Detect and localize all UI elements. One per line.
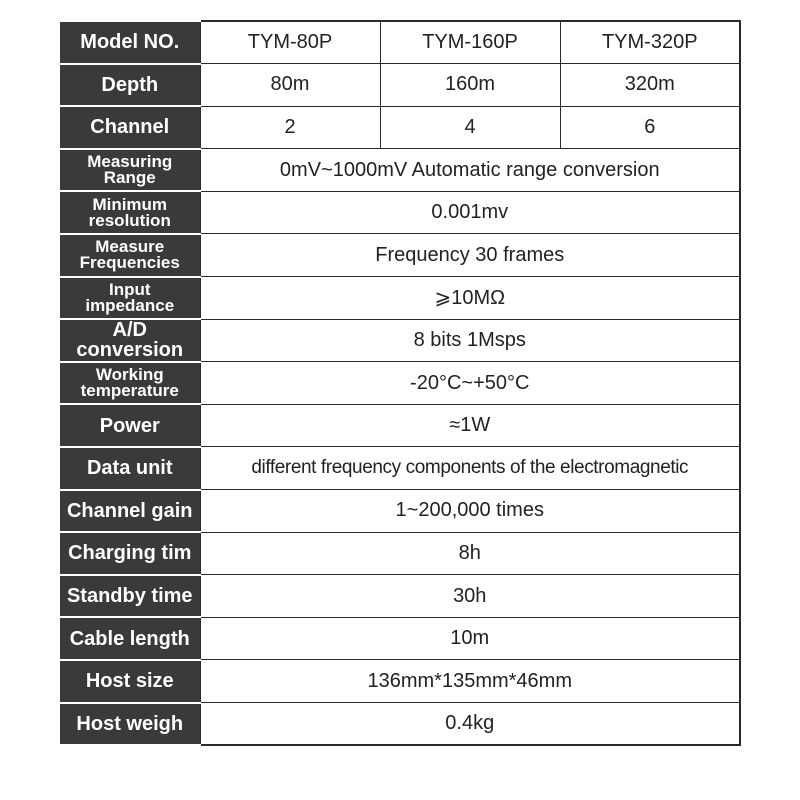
table-row [60,149,740,192]
row-label-line: Measuring [87,151,173,171]
table-row [60,703,740,746]
row-label-line: Charging tim [68,542,192,565]
row-label [60,234,200,277]
value-cell: Frequency 30 frames [200,234,740,277]
row-label-model: Model NO. [60,21,200,64]
value-cell: 4 [380,106,560,149]
value-cell: 320m [560,64,740,107]
row-label-line: Range [103,168,156,188]
row-label-line: temperature [80,381,179,401]
row-label [60,575,200,618]
table-row [60,490,740,533]
row-label [60,660,200,703]
table-row [60,21,740,64]
table-row [60,575,740,618]
model-cell: TYM-80P [200,21,380,64]
row-label [60,149,200,192]
row-label-line: Power [99,414,160,437]
value-cell: 136mm*135mm*46mm [200,660,740,703]
table-row [60,532,740,575]
row-label-line: Measure [95,237,165,257]
row-label-depth: Depth [60,64,200,107]
row-label-line: Host weigh [76,712,184,735]
row-label-line: Standby time [66,585,193,608]
model-cell: TYM-320P [560,21,740,64]
table-row [60,64,740,107]
spec-table [60,20,741,746]
value-cell: 160m [380,64,560,107]
value-cell: 30h [200,575,740,618]
table-row [60,447,740,490]
row-label-line: Host size [85,670,174,693]
row-label [60,617,200,660]
table-row [60,404,740,447]
row-label-line: Minimum [92,194,168,214]
value-cell: -20°C~+50°C [200,362,740,405]
row-label [60,277,200,320]
value-cell: 6 [560,106,740,149]
value-cell: 80m [200,64,380,107]
row-label-line: Cable length [69,627,190,650]
table-row [60,362,740,405]
table-row [60,277,740,320]
row-label-line: resolution [88,210,171,230]
row-label-line: Channel gain [66,499,193,522]
row-label [60,703,200,746]
row-label-line: Input [108,279,151,299]
value-cell: 0.4kg [200,703,740,746]
row-label [60,490,200,533]
value-cell: 0.001mv [200,191,740,234]
value-cell: 8 bits 1Msps [200,319,740,362]
table-row [60,234,740,277]
value-cell: 10m [200,617,740,660]
value-cell: 2 [200,106,380,149]
value-cell: ≈1W [200,404,740,447]
table-row [60,106,740,149]
row-label [60,319,200,362]
row-label [60,532,200,575]
model-cell: TYM-160P [380,21,560,64]
row-label [60,191,200,234]
row-label [60,447,200,490]
table-row [60,660,740,703]
row-label-line: Frequencies [79,253,180,273]
value-cell: different frequency components of the electromagnetic [200,447,740,490]
row-label-line: A/D conversion [76,319,184,362]
row-label-line: Data unit [86,457,173,480]
table-row [60,191,740,234]
table-row [60,319,740,362]
row-label-line: impedance [85,295,175,315]
row-label [60,404,200,447]
table-row [60,617,740,660]
value-cell: 1~200,000 times [200,490,740,533]
row-label-channel: Channel [60,106,200,149]
row-label-line: Working [95,364,164,384]
value-cell: ⩾10MΩ [200,277,740,320]
value-cell: 0mV~1000mV Automatic range conversion [200,149,740,192]
row-label [60,362,200,405]
value-cell: 8h [200,532,740,575]
